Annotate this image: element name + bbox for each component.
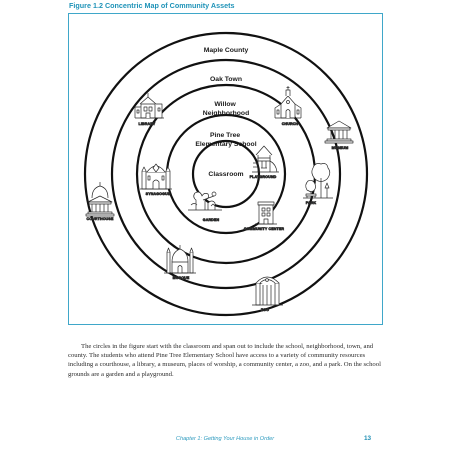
ring-label-pine-tree-school: Pine Tree Elementary School (195, 132, 257, 148)
museum-label: MUSEUM (331, 146, 349, 150)
figure-title: Figure 1.2 Concentric Map of Community Assets (69, 1, 235, 10)
ring-label-oak-town: Oak Town (210, 76, 242, 83)
zoo-icon (252, 277, 283, 305)
page-number: 13 (364, 435, 372, 442)
park-icon (303, 164, 333, 199)
zoo-label: ZOO (260, 308, 270, 312)
garden-icon (188, 192, 222, 210)
community-center-label: COMMUNITY CENTER (243, 227, 285, 231)
courthouse-label: COURTHOUSE (86, 217, 114, 221)
footer-chapter-title: Chapter 1: Getting Your House in Order (175, 436, 275, 442)
playground-label: PLAYGROUND (249, 175, 277, 179)
garden-label: GARDEN (202, 218, 220, 222)
ring-label-willow-neighborhood: Willow Neighborhood (202, 101, 250, 117)
mosque-icon (164, 245, 196, 273)
synagogue-label: SYNAGOGUE (145, 192, 171, 196)
community-center-icon (255, 202, 277, 224)
church-label: CHURCH (281, 122, 299, 126)
figure-description: The circles in the figure start with the classroom and span out to include the school, neighborhood, town, and county. The students who attend Pine Tree Elementary School have access to a variety of community resources including a courthouse, a library, a museum, places of worship, a community center, a zoo, and a park. On the school grounds are a garden and a playground. (68, 343, 381, 378)
ring-label-classroom: Classroom (208, 171, 244, 178)
ring-label-maple-county: Maple County (203, 47, 249, 54)
library-icon (135, 93, 164, 118)
mosque-label: MOSQUE (172, 276, 190, 280)
park-label: PARK (305, 201, 317, 205)
library-label: LIBRARY (138, 122, 156, 126)
